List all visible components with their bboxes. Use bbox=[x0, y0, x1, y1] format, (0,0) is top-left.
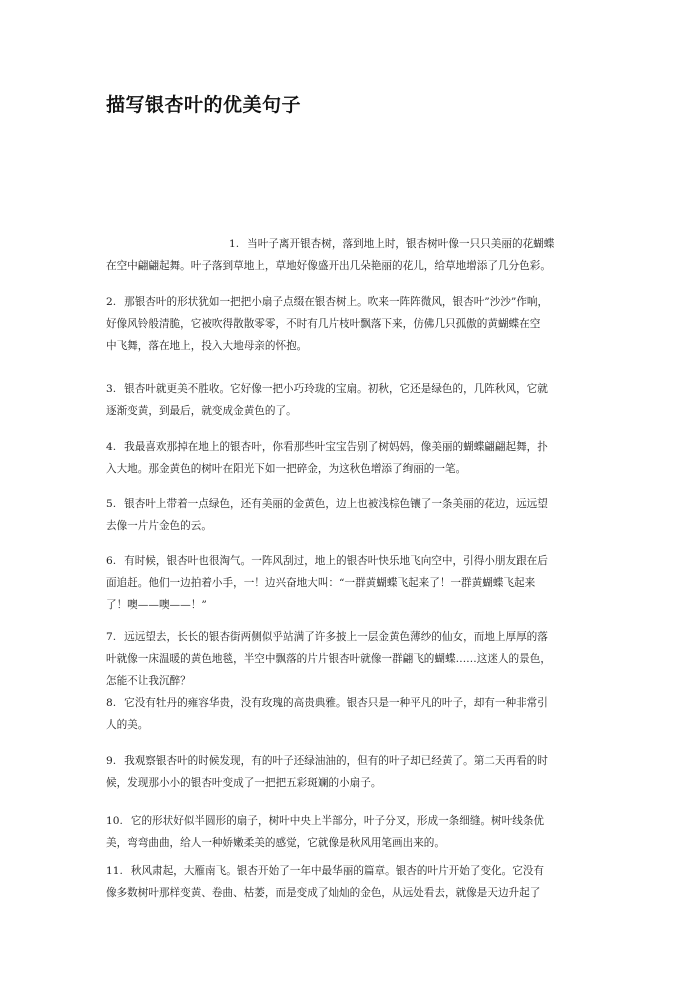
document-title: 描写银杏叶的优美句子 bbox=[106, 94, 302, 116]
paragraph-number: 4. bbox=[106, 441, 117, 453]
paragraph-2 bbox=[106, 291, 598, 357]
paragraph-line bbox=[106, 692, 598, 714]
paragraph-text: 它的形状好似半圆形的扇子，树叶中央上半部分，叶子分叉，形成一条细缝。树叶线条优 bbox=[130, 815, 545, 827]
paragraph-number: 8. bbox=[106, 697, 117, 709]
paragraph-line bbox=[106, 313, 598, 335]
paragraph-text: 它没有牡丹的雍容华贵，没有玫瑰的高贵典雅。银杏只是一种平凡的叶子，却有一种非常引 bbox=[124, 697, 548, 709]
paragraph-line bbox=[106, 335, 598, 357]
paragraph-10 bbox=[106, 810, 598, 854]
paragraph-number: 1. bbox=[229, 238, 240, 250]
paragraph-number: 10. bbox=[106, 815, 123, 827]
paragraph-text: 逐渐变黄，到最后，就变成金黄色的了。 bbox=[106, 405, 297, 417]
paragraph-text: 我观察银杏叶的时候发现，有的叶子还绿油油的，但有的叶子却已经黄了。第二天再看的时 bbox=[124, 755, 548, 767]
paragraph-line bbox=[106, 255, 598, 277]
paragraph-line bbox=[106, 493, 598, 515]
paragraph-8 bbox=[106, 692, 598, 736]
paragraph-line bbox=[106, 458, 598, 480]
paragraph-text: 人的美。 bbox=[106, 719, 149, 731]
paragraph-line bbox=[106, 400, 598, 422]
paragraph-text: 候，发现那小小的银杏叶变成了一把把五彩斑斓的小扇子。 bbox=[106, 777, 382, 789]
paragraph-text: 好像风铃般清脆，它被吹得散散零零，不时有几片枝叶飘落下来，仿佛几只孤傲的黄蝴蝶在空 bbox=[106, 318, 541, 330]
paragraph-number: 3. bbox=[106, 383, 117, 395]
paragraph-text: 叶就像一床温暖的黄色地毯，半空中飘落的片片银杏叶就像一群翩飞的蝴蝶……这迷人的景色， bbox=[106, 653, 551, 665]
paragraph-line bbox=[106, 832, 598, 854]
paragraph-text: 那银杏叶的形状犹如一把把小扇子点缀在银杏树上。吹来一阵阵微风，银杏叶”沙沙”作响， bbox=[124, 296, 549, 308]
paragraph-text: 在空中翩翩起舞。叶子落到草地上，草地好像盛开出几朵艳丽的花儿，给草地增添了几分色彩。 bbox=[106, 260, 551, 272]
paragraph-line bbox=[106, 436, 598, 458]
paragraph-line bbox=[106, 670, 598, 692]
paragraph-5 bbox=[106, 493, 598, 537]
paragraph-line bbox=[106, 772, 598, 794]
paragraph-1 bbox=[106, 233, 598, 277]
paragraph-3 bbox=[106, 378, 598, 422]
paragraph-text: 去像一片片金色的云。 bbox=[106, 520, 212, 532]
paragraph-line bbox=[106, 291, 598, 313]
paragraph-number: 11. bbox=[106, 865, 123, 877]
paragraph-text: 有时候，银杏叶也很淘气。一阵风刮过，地上的银杏叶快乐地飞向空中，引得小朋友跟在后 bbox=[124, 555, 548, 567]
paragraph-text: 银杏叶上带着一点绿色，还有美丽的金黄色，边上也被浅棕色镶了一条美丽的花边，远远望 bbox=[124, 498, 548, 510]
paragraph-line bbox=[106, 750, 598, 772]
paragraph-7 bbox=[106, 626, 598, 692]
paragraph-line bbox=[106, 550, 598, 572]
paragraph-line bbox=[106, 515, 598, 537]
paragraph-6 bbox=[106, 550, 598, 616]
paragraph-text: 怎能不让我沉醉？ bbox=[106, 675, 191, 687]
paragraph-text: 入大地。那金黄色的树叶在阳光下如一把碎金，为这秋色增添了绚丽的一笔。 bbox=[106, 463, 467, 475]
paragraph-text: 中飞舞，落在地上，投入大地母亲的怀抱。 bbox=[106, 340, 308, 352]
paragraph-4 bbox=[106, 436, 598, 480]
paragraph-line bbox=[106, 378, 598, 400]
paragraph-text: 了！噢——噢——！” bbox=[106, 599, 207, 611]
paragraph-line bbox=[106, 648, 598, 670]
paragraph-line bbox=[106, 860, 598, 882]
paragraph-number: 7. bbox=[106, 631, 117, 643]
paragraph-text: 面追赶。他们一边拍着小手，一！边兴奋地大叫：“一群黄蝴蝶飞起来了！一群黄蝴蝶飞起来 bbox=[106, 577, 536, 589]
paragraph-number: 2. bbox=[106, 296, 117, 308]
paragraph-number: 5. bbox=[106, 498, 117, 510]
paragraph-text: 像多数树叶那样变黄、卷曲、枯萎，而是变成了灿灿的金色，从远处看去，就像是天边升起了 bbox=[106, 887, 541, 899]
paragraph-text: 美，弯弯曲曲，给人一种娇嫩柔美的感觉，它就像是秋风用笔画出来的。 bbox=[106, 837, 445, 849]
paragraph-line bbox=[106, 594, 598, 616]
paragraph-text: 我最喜欢那掉在地上的银杏叶，你看那些叶宝宝告别了树妈妈，像美丽的蝴蝶翩翩起舞，扑 bbox=[124, 441, 548, 453]
paragraph-text: 当叶子离开银杏树，落到地上时，银杏树叶像一只只美丽的花蝴蝶 bbox=[247, 238, 555, 250]
paragraph-line bbox=[106, 233, 598, 255]
paragraph-line bbox=[106, 714, 598, 736]
paragraph-line bbox=[106, 810, 598, 832]
paragraph-text: 银杏叶就更美不胜收。它好像一把小巧玲珑的宝扇。初秋，它还是绿色的，几阵秋风，它就 bbox=[124, 383, 548, 395]
paragraph-line bbox=[106, 882, 598, 904]
paragraph-text: 秋风肃起，大雁南飞。银杏开始了一年中最华丽的篇章。银杏的叶片开始了变化。它没有 bbox=[130, 865, 545, 877]
paragraph-line bbox=[106, 572, 598, 594]
paragraph-number: 6. bbox=[106, 555, 117, 567]
paragraph-11 bbox=[106, 860, 598, 904]
paragraph-number: 9. bbox=[106, 755, 117, 767]
paragraph-line bbox=[106, 626, 598, 648]
paragraph-text: 远远望去，长长的银杏街两侧似乎站满了许多披上一层金黄色薄纱的仙女，而地上厚厚的落 bbox=[124, 631, 548, 643]
paragraph-9 bbox=[106, 750, 598, 794]
